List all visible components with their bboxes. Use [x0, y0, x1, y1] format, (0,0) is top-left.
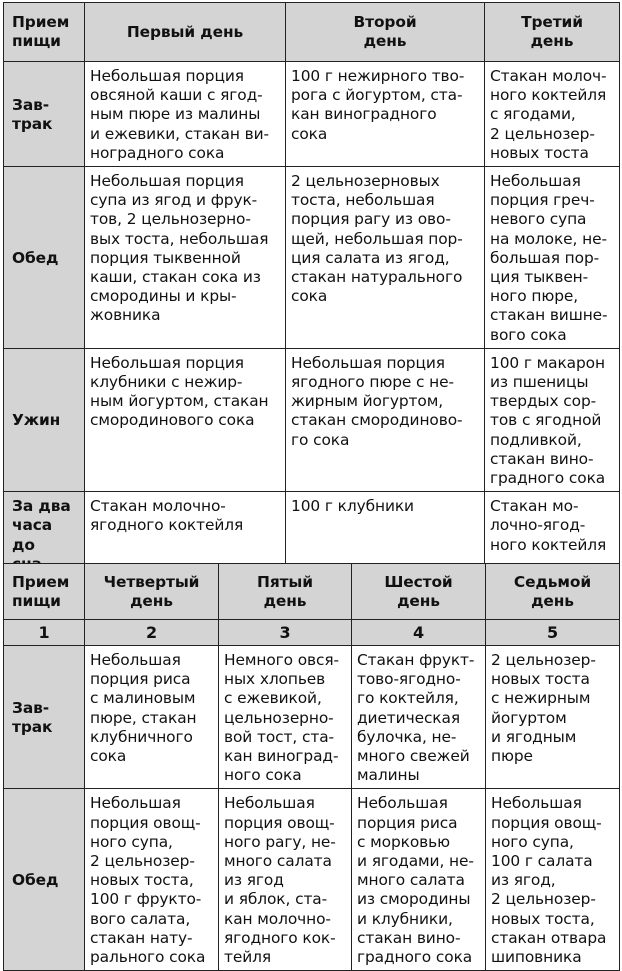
header-day-7: Седьмой день — [486, 564, 620, 620]
table-cell: Немного овся- ных хлопьев с ежевикой, цельнозерно- вой тост, ста- кан виноград- ного сока — [219, 646, 352, 789]
table-cell: 100 г клубники — [286, 492, 485, 578]
column-number: 1 — [4, 620, 85, 646]
meal-label: Ужин — [4, 348, 85, 491]
header-day-2: Второй день — [286, 3, 485, 62]
table-cell: Небольшая порция овсяной каши с ягод- ным пюре из малины и ежевики, стакан ви- ноградного сока — [85, 62, 286, 167]
table-cell: 100 г нежирного тво- рога с йогуртом, ста- кан виноградного сока — [286, 62, 485, 167]
header-day-4: Четвертый день — [85, 564, 219, 620]
header-day-3: Третий день — [485, 3, 620, 62]
meal-plan-table-days-1-3 — [3, 2, 620, 578]
table-row — [4, 348, 620, 491]
column-number-row — [4, 620, 620, 646]
column-number: 2 — [85, 620, 219, 646]
table-cell: 2 цельнозер- новых тоста с нежирным йогуртом и ягодным пюре — [486, 646, 620, 789]
meal-label: Обед — [4, 167, 85, 349]
table-cell: Небольшая порция риса с малиновым пюре, стакан клубничного сока — [85, 646, 219, 789]
header-day-1: Первый день — [85, 3, 286, 62]
meal-label: Обед — [4, 789, 85, 971]
header-meal: Прием пищи — [4, 564, 85, 620]
column-number: 4 — [352, 620, 486, 646]
meal-plan-table-days-4-7 — [3, 563, 620, 971]
meal-label: Зав- трак — [4, 62, 85, 167]
table-cell: Небольшая порция овощ- ного супа, 100 г салата из ягод, 2 цельнозер- новых тоста, стакан отвара шиповника — [486, 789, 620, 971]
header-day-5: Пятый день — [219, 564, 352, 620]
table-cell: Стакан молочно- ягодного коктейля — [85, 492, 286, 578]
column-number: 3 — [219, 620, 352, 646]
table-cell: Небольшая порция овощ- ного рагу, не- много салата из ягод и яблок, ста- кан молочно- ягодного кок- тейля — [219, 789, 352, 971]
header-day-6: Шестой день — [352, 564, 486, 620]
table-row — [4, 62, 620, 167]
table-cell: 2 цельнозерновых тоста, небольшая порция рагу из ово- щей, небольшая пор- ция салата из ягод, стакан натурального сока — [286, 167, 485, 349]
header-row — [4, 564, 620, 620]
column-number: 5 — [486, 620, 620, 646]
table-cell: 100 г макарон из пшеницы твердых сор- тов с ягодной подливкой, стакан вино- градного сока — [485, 348, 620, 491]
table-row — [4, 646, 620, 789]
header-meal: Прием пищи — [4, 3, 85, 62]
table-row — [4, 167, 620, 349]
table-cell: Стакан мо- лочно-ягод- ного коктейля — [485, 492, 620, 578]
table-cell: Небольшая порция супа из ягод и фрук- тов, 2 цельнозерно- вых тоста, небольшая порция тыквенной каши, стакан сока из смородины и кры- жовника — [85, 167, 286, 349]
table-cell: Небольшая порция греч- невого супа на молоке, не- большая пор- ция тыквен- ного пюре, стакан вишне- вого сока — [485, 167, 620, 349]
meal-label: Зав- трак — [4, 646, 85, 789]
table-cell: Стакан фрукт- тово-ягодно- го коктейля, диетическая булочка, не- много свежей малины — [352, 646, 486, 789]
table-row — [4, 789, 620, 971]
meal-label: За два часа до — [4, 492, 85, 578]
table-cell: Небольшая порция ягодного пюре с не- жирным йогуртом, стакан смородиново- го сока — [286, 348, 485, 491]
table-cell: Небольшая порция риса с морковью и ягодами, не- много салата из смородины и клубники, стакан вино- градного сока — [352, 789, 486, 971]
header-row — [4, 3, 620, 62]
table-cell: Небольшая порция овощ- ного супа, 2 цельнозер- новых тоста, 100 г фрукто- вого салата, стакан нату- рального сока — [85, 789, 219, 971]
table-cell: Небольшая порция клубники с нежир- ным йогуртом, стакан смородинового сока — [85, 348, 286, 491]
table-cell: Стакан молоч- ного коктейля с ягодами, 2 цельнозер- новых тоста — [485, 62, 620, 167]
